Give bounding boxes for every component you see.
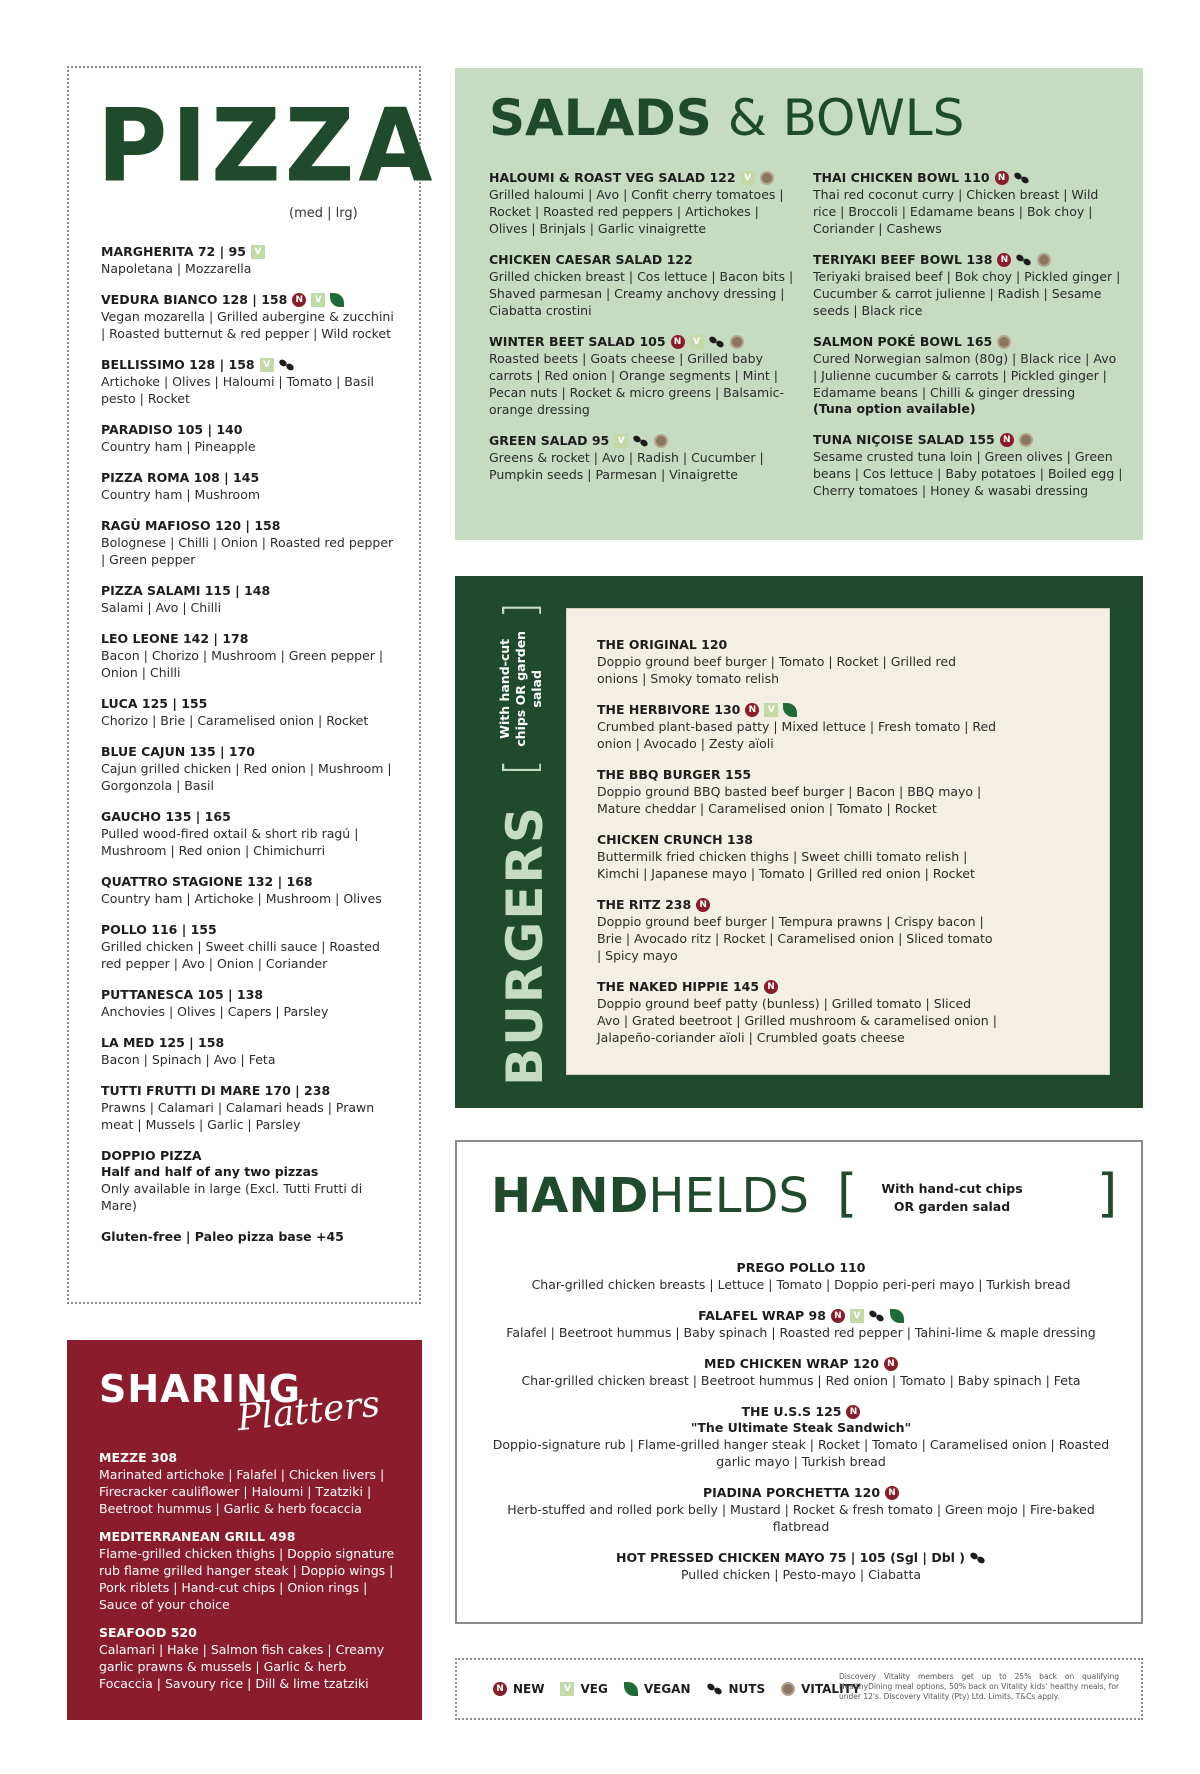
item-name-row — [101, 518, 401, 534]
legend-vegan: VEGAN — [643, 1682, 691, 1696]
item-description: Buttermilk fried chicken thighs | Sweet chilli tomato relish | Kimchi | Japanese mayo | Tomato | Grilled red onion | Rocket — [597, 849, 975, 881]
menu-item — [101, 518, 401, 568]
menu-item — [101, 470, 401, 503]
item-name: PUTTANESCA 105 | 138 — [101, 987, 264, 1002]
item-description: Doppio ground beef burger | Tempura prawns | Crispy bacon | Brie | Avocado ritz | Rocket | Caramelised onion | Sliced tomato | Spicy mayo — [597, 914, 993, 963]
item-description: Anchovies | Olives | Capers | Parsley — [101, 1004, 329, 1019]
vitality-icon — [1037, 253, 1051, 267]
menu-item — [597, 979, 997, 1046]
item-name-row — [477, 1404, 1125, 1420]
sharing-item — [99, 1529, 399, 1613]
item-description: Cured Norwegian salmon (80g) | Black rice | Avo | Julienne cucumber & carrots | Pickled ginger | Edamame beans | Chilli & ginger dressing — [813, 351, 1117, 400]
item-description: Napoletana | Mozzarella — [101, 261, 252, 276]
menu-item — [101, 292, 401, 342]
item-name: RAGÙ MAFIOSO 120 | 158 — [101, 518, 281, 533]
handhelds-title-light: HELDS — [648, 1168, 809, 1224]
sharing-title: SHARING — [99, 1367, 301, 1411]
item-description: Thai red coconut curry | Chicken breast | Wild rice | Broccoli | Edamame beans | Bok choy | Coriander | Cashews — [813, 187, 1099, 236]
doppio-name: DOPPIO PIZZA — [101, 1148, 202, 1163]
new-icon: N — [884, 1357, 898, 1371]
item-description: Falafel | Beetroot hummus | Baby spinach | Roasted red pepper | Tahini-lime & maple dressing — [506, 1325, 1096, 1340]
menu-item — [477, 1308, 1125, 1341]
item-name: MED CHICKEN WRAP 120 — [704, 1356, 879, 1371]
nuts-icon — [1016, 254, 1032, 266]
item-name: THAI CHICKEN BOWL 110 — [813, 170, 990, 185]
item-description: Pulled chicken | Pesto-mayo | Ciabatta — [680, 1567, 922, 1582]
item-description: Salami | Avo | Chilli — [101, 600, 222, 615]
menu-item — [101, 987, 401, 1020]
pizza-title: PIZZA — [97, 87, 437, 205]
pizza-section — [67, 66, 437, 1304]
menu-item — [813, 432, 1123, 499]
veg-icon: V — [764, 703, 778, 717]
vegan-leaf-icon — [890, 1309, 904, 1323]
item-description: Herb-stuffed and rolled pork belly | Mustard | Rocket & fresh tomato | Green mojo | Fire-baked flatbread — [507, 1502, 1095, 1534]
vitality-icon — [730, 335, 744, 349]
item-name: VEDURA BIANCO 128 | 158 — [101, 292, 288, 307]
item-description: Roasted beets | Goats cheese | Grilled baby carrots | Red onion | Orange segments | Mint | Pecan nuts | Rocket & micro greens | Balsamic-orange dressing — [489, 351, 785, 417]
item-name: QUATTRO STAGIONE 132 | 168 — [101, 874, 313, 889]
legend-nuts: NUTS — [728, 1682, 766, 1696]
item-name: HOT PRESSED CHICKEN MAYO 75 | 105 (Sgl | Dbl ) — [616, 1550, 965, 1565]
veg-icon: V — [311, 293, 325, 307]
burgers-card — [566, 608, 1110, 1075]
item-name-row — [597, 979, 997, 995]
legend-bar — [455, 1658, 1143, 1720]
legend-vitality: VITALITY — [801, 1682, 861, 1696]
legend-fineprint: Discovery Vitality members get up to 25% back on qualifying HealthyDining meal options, 50% back on Vitality kids' healthy meals, for under 12's. Discovery Vitality (Pty) Ltd. Limits, T&Cs apply. — [839, 1672, 1119, 1701]
nuts-icon — [709, 336, 725, 348]
item-name-row — [597, 702, 997, 718]
menu-item — [101, 631, 401, 681]
item-note: (Tuna option available) — [813, 401, 976, 416]
new-icon: N — [745, 703, 759, 717]
sharing-script: Platters — [235, 1383, 382, 1440]
sharing-item — [99, 1450, 399, 1517]
salads-section — [455, 68, 1143, 540]
new-icon: N — [885, 1486, 899, 1500]
item-name: BELLISSIMO 128 | 158 — [101, 357, 255, 372]
item-name: THE BBQ BURGER 155 — [597, 767, 752, 782]
vitality-icon — [997, 335, 1011, 349]
item-description: Grilled chicken breast | Cos lettuce | Bacon bits | Shaved parmesan | Creamy anchovy dressing | Ciabatta crostini — [489, 269, 794, 318]
legend-veg: VEG — [580, 1682, 608, 1696]
menu-item — [489, 252, 799, 319]
item-name-row — [101, 922, 401, 938]
menu-item — [813, 334, 1123, 417]
new-icon: N — [831, 1309, 845, 1323]
menu-item — [597, 767, 997, 817]
item-name: CHICKEN CRUNCH 138 — [597, 832, 753, 847]
menu-item — [489, 334, 799, 418]
sharing-item-description: Calamari | Hake | Salmon fish cakes | Creamy garlic prawns & mussels | Garlic & herb Focaccia | Savoury rice | Dill & lime tzatziki — [99, 1642, 385, 1691]
item-name: THE NAKED HIPPIE 145 — [597, 979, 760, 994]
item-description: Vegan mozarella | Grilled aubergine & zucchini | Roasted butternut & red pepper | Wild rocket — [101, 309, 394, 341]
item-name-row — [477, 1356, 1125, 1372]
menu-item — [597, 897, 997, 964]
nuts-icon — [707, 1683, 723, 1695]
sharing-list — [99, 1450, 399, 1704]
item-name-row — [489, 252, 799, 268]
menu-item — [489, 433, 799, 483]
handhelds-title — [491, 1168, 809, 1224]
item-name-row — [489, 433, 799, 449]
salads-title-light: & BOWLS — [727, 89, 965, 147]
item-description: Chorizo | Brie | Caramelised onion | Rocket — [101, 713, 369, 728]
menu-item — [477, 1356, 1125, 1389]
menu-item — [597, 832, 997, 882]
item-name-row — [101, 1035, 401, 1051]
item-description: Doppio ground beef burger | Tomato | Rocket | Grilled red onions | Smoky tomato relish — [597, 654, 957, 686]
bracket-right: ] — [495, 601, 546, 619]
item-name-row — [101, 583, 401, 599]
item-name: FALAFEL WRAP 98 — [698, 1308, 826, 1323]
item-name: GREEN SALAD 95 — [489, 433, 610, 448]
menu-item — [101, 583, 401, 616]
item-description: Doppio ground BBQ basted beef burger | Bacon | BBQ mayo | Mature cheddar | Caramelised onion | Tomato | Rocket — [597, 784, 982, 816]
item-name: HALOUMI & ROAST VEG SALAD 122 — [489, 170, 736, 185]
item-description: Country ham | Artichoke | Mushroom | Olives — [101, 891, 382, 906]
menu-item — [477, 1550, 1125, 1583]
vitality-icon — [781, 1682, 795, 1696]
menu-item — [101, 696, 401, 729]
handhelds-bracket-left: [ — [837, 1164, 858, 1224]
nuts-icon — [1014, 172, 1030, 184]
item-name: PIZZA ROMA 108 | 145 — [101, 470, 260, 485]
burgers-title: BURGERS — [496, 805, 554, 1086]
burger-list — [597, 637, 997, 1061]
vitality-icon — [760, 171, 774, 185]
item-name-row — [489, 334, 799, 350]
item-name: BLUE CAJUN 135 | 170 — [101, 744, 256, 759]
legend-new: NEW — [513, 1682, 545, 1696]
item-name: TUNA NIÇOISE SALAD 155 — [813, 432, 995, 447]
new-icon: N — [292, 293, 306, 307]
item-description: Doppio-signature rub | Flame-grilled hanger steak | Rocket | Tomato | Caramelised onion | Roasted garlic mayo | Turkish bread — [492, 1437, 1110, 1469]
item-name: TERIYAKI BEEF BOWL 138 — [813, 252, 993, 267]
vitality-icon — [654, 434, 668, 448]
salads-title-bold: SALADS — [489, 89, 712, 147]
item-name: LEO LEONE 142 | 178 — [101, 631, 249, 646]
item-name-row — [101, 744, 401, 760]
veg-icon: V — [614, 434, 628, 448]
pizza-list — [101, 244, 401, 1245]
item-description: Doppio ground beef patty (bunless) | Grilled tomato | Sliced Avo | Grated beetroot | Grilled mushroom & caramelised onion | Jalapeño-coriander aïoli | Crumbled goats cheese — [597, 996, 997, 1045]
item-name-row — [597, 767, 997, 783]
pizza-subtitle: (med | lrg) — [289, 206, 358, 221]
item-name-row — [597, 897, 997, 913]
vitality-icon — [1019, 433, 1033, 447]
sharing-item-description: Marinated artichoke | Falafel | Chicken livers | Firecracker cauliflower | Haloumi | Tzatziki | Beetroot hummus | Garlic & herb focaccia — [99, 1467, 385, 1516]
menu-item — [101, 922, 401, 972]
nuts-icon — [869, 1310, 885, 1322]
menu-item — [489, 170, 799, 237]
nuts-icon — [633, 435, 649, 447]
item-name-row — [101, 470, 401, 486]
menu-item — [813, 252, 1123, 319]
nuts-icon — [279, 359, 295, 371]
new-icon: N — [764, 980, 778, 994]
sharing-item-name: MEDITERRANEAN GRILL 498 — [99, 1529, 296, 1544]
item-name-row — [101, 987, 401, 1003]
menu-item — [101, 744, 401, 794]
item-name-row — [813, 252, 1123, 268]
item-name-row — [101, 357, 401, 373]
menu-item — [477, 1404, 1125, 1470]
item-name: LA MED 125 | 158 — [101, 1035, 225, 1050]
handhelds-list — [477, 1260, 1125, 1598]
item-name: THE HERBIVORE 130 — [597, 702, 741, 717]
menu-item — [101, 244, 401, 277]
item-description: Char-grilled chicken breast | Beetroot hummus | Red onion | Tomato | Baby spinach | Feta — [521, 1373, 1081, 1388]
item-name: WINTER BEET SALAD 105 — [489, 334, 666, 349]
gluten-free-note: Gluten-free | Paleo pizza base +45 — [101, 1229, 344, 1244]
new-icon: N — [997, 253, 1011, 267]
item-name: THE U.S.S 125 — [741, 1404, 842, 1419]
item-description: Bacon | Chorizo | Mushroom | Green pepper | Onion | Chilli — [101, 648, 384, 680]
item-description: Prawns | Calamari | Calamari heads | Prawn meat | Mussels | Garlic | Parsley — [101, 1100, 375, 1132]
sharing-item-name: SEAFOOD 520 — [99, 1625, 197, 1640]
veg-icon: V — [850, 1309, 864, 1323]
menu-item — [597, 702, 997, 752]
item-name: SALMON POKÉ BOWL 165 — [813, 334, 993, 349]
veg-icon: V — [560, 1682, 574, 1696]
new-icon: N — [493, 1682, 507, 1696]
item-name-row — [813, 334, 1123, 350]
salads-right-column — [813, 170, 1123, 514]
item-name: THE RITZ 238 — [597, 897, 692, 912]
vegan-leaf-icon — [330, 293, 344, 307]
salads-left-column — [489, 170, 799, 498]
item-name: GAUCHO 135 | 165 — [101, 809, 231, 824]
item-description: Country ham | Pineapple — [101, 439, 256, 454]
item-name-row — [101, 874, 401, 890]
burgers-note — [497, 602, 545, 776]
item-name: CHICKEN CAESAR SALAD 122 — [489, 252, 693, 267]
item-name: MARGHERITA 72 | 95 — [101, 244, 246, 259]
bracket-left: [ — [495, 758, 546, 776]
menu-item — [101, 809, 401, 859]
vegan-leaf-icon — [783, 703, 797, 717]
item-name: LUCA 125 | 155 — [101, 696, 208, 711]
item-description: Teriyaki braised beef | Bok choy | Pickled ginger | Cucumber & carrot julienne | Radish | Sesame seeds | Black rice — [813, 269, 1121, 318]
item-name-row — [101, 631, 401, 647]
menu-item — [597, 637, 997, 687]
item-name: PARADISO 105 | 140 — [101, 422, 243, 437]
menu-item — [101, 1035, 401, 1068]
menu-item — [101, 357, 401, 407]
menu-item — [101, 1083, 401, 1133]
new-icon: N — [995, 171, 1009, 185]
sharing-section — [67, 1340, 422, 1720]
menu-item — [477, 1485, 1125, 1535]
item-description: Bacon | Spinach | Avo | Feta — [101, 1052, 276, 1067]
item-description: Char-grilled chicken breasts | Lettuce | Tomato | Doppio peri-peri mayo | Turkish bread — [531, 1277, 1071, 1292]
item-name: THE ORIGINAL 120 — [597, 637, 728, 652]
handhelds-bracket-right: ] — [1097, 1164, 1118, 1224]
item-name: PIZZA SALAMI 115 | 148 — [101, 583, 271, 598]
item-name: PIADINA PORCHETTA 120 — [702, 1485, 881, 1500]
item-description: Bolognese | Chilli | Onion | Roasted red pepper | Green pepper — [101, 535, 394, 567]
burgers-note-text: With hand-cut chips OR garden salad — [497, 630, 544, 747]
item-name-row — [477, 1260, 1125, 1276]
item-name-row — [813, 432, 1123, 448]
item-name-row — [489, 170, 799, 186]
item-description: Pulled wood-fired oxtail & short rib ragú | Mushroom | Red onion | Chimichurri — [101, 826, 359, 858]
item-name-row — [813, 170, 1123, 186]
item-name-row — [101, 1083, 401, 1099]
doppio-subtitle: Half and half of any two pizzas — [101, 1164, 319, 1179]
menu-item — [101, 874, 401, 907]
item-name-row — [477, 1485, 1125, 1501]
veg-icon: V — [251, 245, 265, 259]
veg-icon: V — [690, 335, 704, 349]
handhelds-section — [455, 1140, 1143, 1624]
new-icon: N — [846, 1405, 860, 1419]
item-name-row — [477, 1550, 1125, 1566]
item-subtitle: "The Ultimate Steak Sandwich" — [690, 1420, 912, 1435]
burgers-section — [455, 576, 1143, 1108]
legend-items — [491, 1682, 860, 1696]
menu-item — [101, 422, 401, 455]
item-name-row — [101, 244, 401, 260]
veg-icon: V — [260, 358, 274, 372]
item-name-row — [477, 1308, 1125, 1324]
item-name-row — [101, 696, 401, 712]
item-description: Grilled haloumi | Avo | Confit cherry tomatoes | Rocket | Roasted red peppers | Artichokes | Olives | Brinjals | Garlic vinaigrette — [489, 187, 784, 236]
new-icon: N — [671, 335, 685, 349]
menu-item — [477, 1260, 1125, 1293]
sharing-item — [99, 1625, 399, 1692]
sharing-item-name: MEZZE 308 — [99, 1450, 178, 1465]
item-name-row — [101, 809, 401, 825]
item-description: Crumbed plant-based patty | Mixed lettuce | Fresh tomato | Red onion | Avocado | Zesty aïoli — [597, 719, 997, 751]
item-name: PREGO POLLO 110 — [736, 1260, 866, 1275]
doppio-pizza — [101, 1148, 401, 1214]
doppio-description: Only available in large (Excl. Tutti Frutti di Mare) — [101, 1181, 363, 1213]
item-description: Country ham | Mushroom — [101, 487, 261, 502]
item-name-row — [101, 422, 401, 438]
new-icon: N — [696, 898, 710, 912]
item-name: TUTTI FRUTTI DI MARE 170 | 238 — [101, 1083, 331, 1098]
item-description: Grilled chicken | Sweet chilli sauce | Roasted red pepper | Avo | Onion | Coriander — [101, 939, 380, 971]
item-name-row — [597, 832, 997, 848]
handhelds-title-bold: HAND — [491, 1168, 649, 1224]
handhelds-note: With hand-cut chips OR garden salad — [881, 1181, 1023, 1214]
item-description: Sesame crusted tuna loin | Green olives | Green beans | Cos lettuce | Baby potatoes | Boiled egg | Cherry tomatoes | Honey & wasabi dressing — [813, 449, 1123, 498]
nuts-icon — [970, 1552, 986, 1564]
item-name-row — [101, 292, 401, 308]
menu-item — [813, 170, 1123, 237]
item-description: Artichoke | Olives | Haloumi | Tomato | Basil pesto | Rocket — [101, 374, 374, 406]
salads-title — [489, 90, 964, 146]
item-description: Cajun grilled chicken | Red onion | Mushroom | Gorgonzola | Basil — [101, 761, 392, 793]
item-name-row — [597, 637, 997, 653]
item-description: Greens & rocket | Avo | Radish | Cucumber | Pumpkin seeds | Parmesan | Vinaigrette — [489, 450, 764, 482]
vegan-leaf-icon — [624, 1682, 638, 1696]
new-icon: N — [1000, 433, 1014, 447]
veg-icon: V — [741, 171, 755, 185]
item-name: POLLO 116 | 155 — [101, 922, 217, 937]
sharing-item-description: Flame-grilled chicken thighs | Doppio signature rub flame grilled hanger steak | Doppio wings | Pork riblets | Hand-cut chips | Onion rings | Sauce of your choice — [99, 1546, 395, 1612]
